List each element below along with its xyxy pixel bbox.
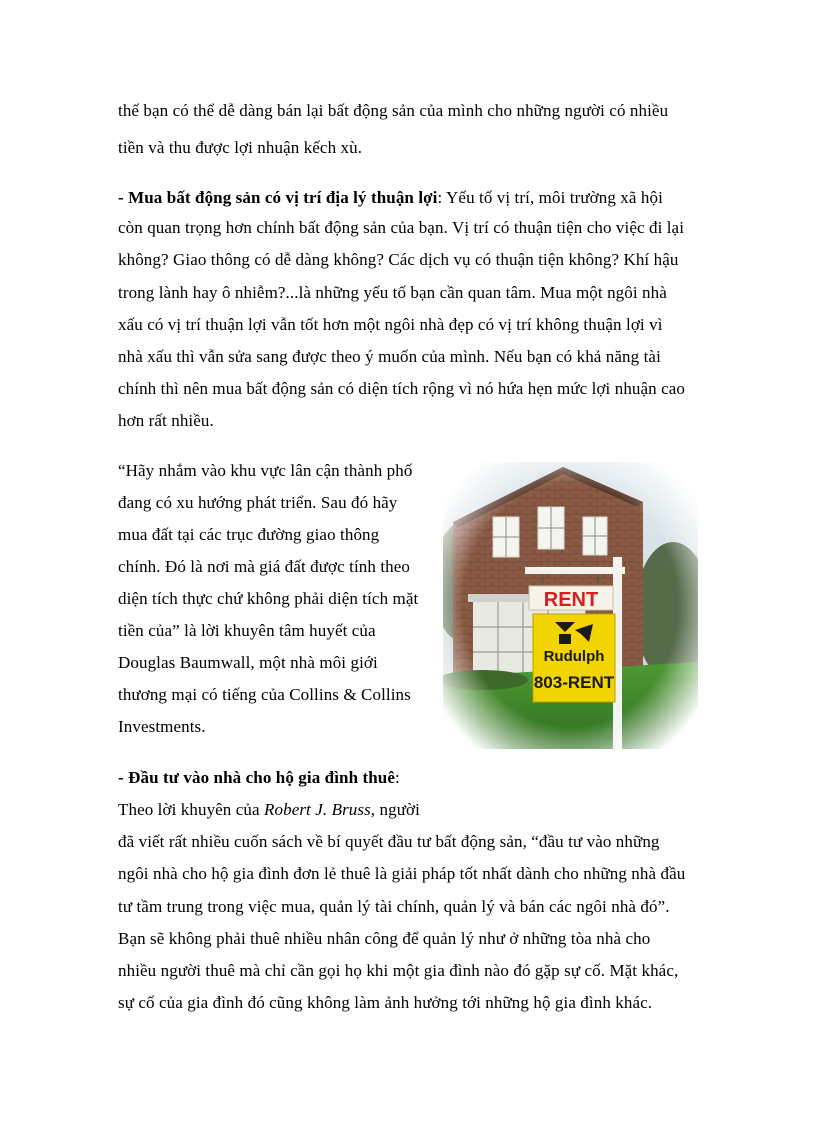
text-line: Bạn sẽ không phải thuê nhiều nhân công để quản lý như ở những tòa nhà cho (118, 929, 651, 948)
text-fragment: Theo lời khuyên của (118, 800, 265, 819)
paragraph-location-first-line (118, 188, 663, 208)
text-line: còn quan trọng hơn chính bất động sản của bạn. Vị trí có thuận tiện cho việc đi lại (118, 218, 685, 237)
text-line: tiền của” là lời khuyên tâm huyết của (118, 621, 376, 640)
text-line: không? Giao thông có dễ dàng không? Các dịch vụ có thuận tiện không? Khí hậu (118, 250, 679, 269)
text-line: nhà xấu thì vẫn sửa sang được theo ý muốn của mình. Nếu bạn có khả năng tài (118, 347, 661, 366)
text-line: ngôi nhà cho hộ gia đình đơn lẻ thuê là giải pháp tốt nhất dành cho những nhà đầu (118, 864, 686, 883)
paragraph-rental-second-line (118, 800, 420, 820)
text-line: chính thì nên mua bất động sản có diện tích rộng vì nó hứa hẹn mức lợi nhuận cao (118, 379, 686, 398)
text-line: đang có xu hướng phát triển. Sau đó hãy (118, 493, 398, 512)
text-fragment: : (395, 768, 400, 787)
paragraph-rental-first-line (118, 768, 400, 788)
text-line: trong lành hay ô nhiễm?...là những yếu tố bạn cần quan tâm. Mua một ngôi nhà (118, 283, 667, 302)
section-heading-rental: - Đầu tư vào nhà cho hộ gia đình thuê (118, 768, 395, 787)
author-name: Robert J. Bruss, (264, 800, 376, 819)
text-line: tư tầm trung trong việc mua, quản lý tài chính, quản lý và bán các ngôi nhà đó”. (118, 897, 670, 916)
text-line: thương mại có tiếng của Collins & Collins (118, 685, 411, 704)
text-line: thế bạn có thể dễ dàng bán lại bất động sản của mình cho những người có nhiều (118, 101, 669, 120)
text-line: chính. Đó là nơi mà giá đất được tính theo (118, 557, 410, 576)
text-line: xấu có vị trí thuận lợi vẫn tốt hơn một ngôi nhà đẹp có vị trí không thuận lợi vì (118, 315, 663, 334)
text-fragment: người (375, 800, 420, 819)
text-line: “Hãy nhắm vào khu vực lân cận thành phố (118, 461, 413, 480)
text-line: nhiều người thuê mà chỉ cần gọi họ khi một gia đình nào đó gặp sự cố. Mặt khác, (118, 961, 679, 980)
text-line: tiền và thu được lợi nhuận kếch xù. (118, 138, 363, 157)
text-line: sự cố của gia đình đó cũng không làm ảnh hưởng tới những hộ gia đình khác. (118, 993, 653, 1012)
text-line: đã viết rất nhiều cuốn sách về bí quyết đầu tư bất động sản, “đầu tư vào những (118, 832, 660, 851)
text-line: Investments. (118, 717, 206, 736)
text-line: Douglas Baumwall, một nhà môi giới (118, 653, 378, 672)
section-heading-location: - Mua bất động sản có vị trí địa lý thuận lợi (118, 188, 438, 207)
text-fragment: : Yếu tố vị trí, môi trường xã hội (437, 188, 663, 207)
text-line: diện tích thực chứ không phải diện tích mặt (118, 589, 419, 608)
text-line: hơn rất nhiều. (118, 411, 214, 430)
house-rent-sign-photo (443, 462, 698, 749)
vignette (443, 462, 698, 749)
text-line: mua đất tại các trục đường giao thông (118, 525, 380, 544)
